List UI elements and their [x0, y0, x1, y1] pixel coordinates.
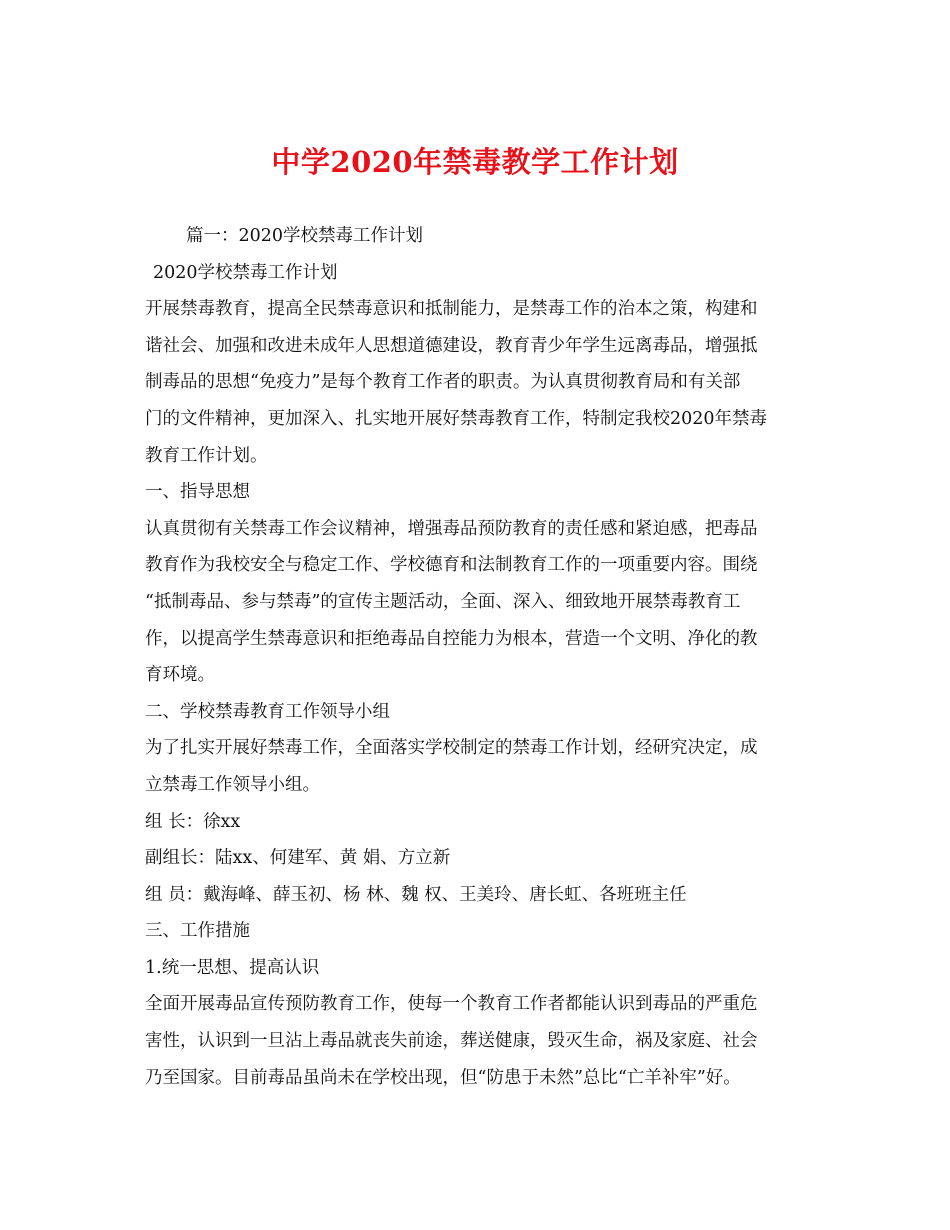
- section-heading: 一、指导思想: [145, 482, 250, 503]
- paragraph-line: 为了扎实开展好禁毒工作，全面落实学校制定的禁毒工作计划，经研究决定，成: [145, 738, 758, 759]
- paragraph-line: 门的文件精神，更加深入、扎实地开展好禁毒教育工作，特制定我校2020年禁毒: [145, 408, 768, 429]
- paragraph-line: 作，以提高学生禁毒意识和拒绝毒品自控能力为根本，营造一个文明、净化的教: [145, 628, 758, 649]
- subsection-heading: 1.统一思想、提高认识: [145, 957, 320, 978]
- paragraph-line: 教育作为我校安全与稳定工作、学校德育和法制教育工作的一项重要内容。围绕: [145, 555, 758, 576]
- deputy-leader-line: 副组长：陆xx、何建军、黄 娟、方立新: [145, 848, 451, 869]
- paragraph-line: 全面开展毒品宣传预防教育工作，使每一个教育工作者都能认识到毒品的严重危: [145, 994, 758, 1015]
- document-body: [145, 218, 813, 1096]
- paragraph-line: 育环境。: [145, 665, 215, 686]
- paragraph-line: 谐社会、加强和改进未成年人思想道德建设，教育青少年学生远离毒品，增强抵: [145, 335, 758, 356]
- paragraph-line: 立禁毒工作领导小组。: [145, 774, 320, 795]
- paragraph-line: “抵制毒品、参与禁毒”的宣传主题活动，全面、深入、细致地开展禁毒教育工: [145, 591, 741, 612]
- members-line: 组 员：戴海峰、薛玉初、杨 林、魏 权、王美玲、唐长虹、各班班主任: [145, 884, 687, 905]
- section-heading: 篇一：2020学校禁毒工作计划: [186, 226, 424, 246]
- paragraph-line: 害性，认识到一旦沾上毒品就丧失前途，葬送健康，毁灭生命，祸及家庭、社会: [145, 1031, 758, 1052]
- section-heading: 三、工作措施: [145, 921, 250, 942]
- paragraph-line: 认真贯彻有关禁毒工作会议精神，增强毒品预防教育的责任感和紧迫感，把毒品: [145, 518, 758, 539]
- section-heading: 二、学校禁毒教育工作领导小组: [145, 701, 390, 722]
- document-title: 中学2020年禁毒教学工作计划: [271, 145, 679, 179]
- paragraph-line: 制毒品的思想“免疫力”是每个教育工作者的职责。为认真贯彻教育局和有关部: [145, 372, 741, 393]
- paragraph-line: 乃至国家。目前毒品虽尚未在学校出现，但“防患于未然”总比“亡羊补牢”好。: [145, 1067, 741, 1088]
- subtitle: 2020学校禁毒工作计划: [153, 262, 338, 283]
- leader-line: 组 长：徐xx: [145, 811, 241, 832]
- paragraph-line: 教育工作计划。: [145, 445, 268, 466]
- paragraph-line: 开展禁毒教育，提高全民禁毒意识和抵制能力，是禁毒工作的治本之策，构建和: [145, 299, 758, 320]
